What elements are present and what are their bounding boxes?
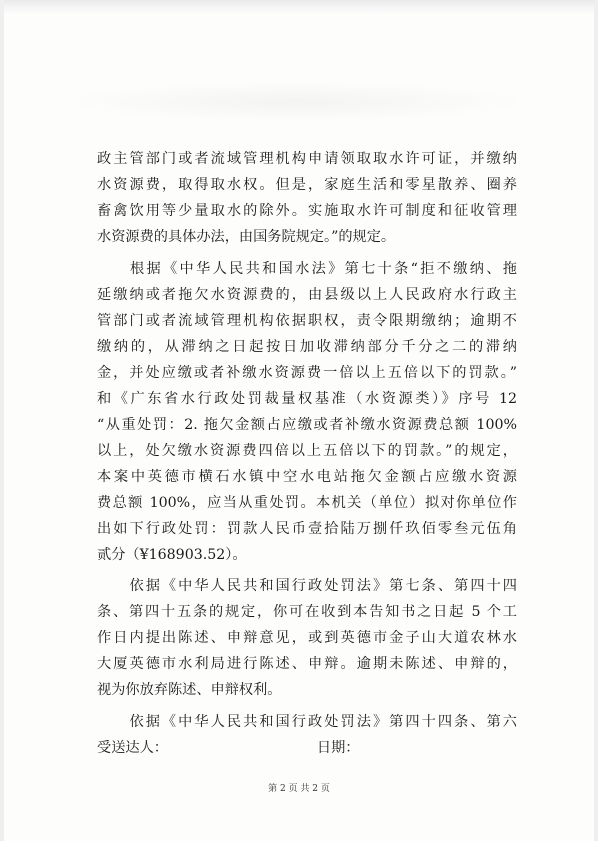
body-line: 依据《中华人民共和国行政处罚法》第四十四条、第六: [97, 714, 517, 730]
body-line: 金，并处应缴或者补缴水资源费一倍以上五倍以下的罚款。”: [97, 365, 517, 381]
body-line: 作日内提出陈述、申辩意见，或到英德市金子山大道农林水: [97, 630, 517, 646]
body-line: 延缴纳或者拖欠水资源费的，由县级以上人民政府水行政主: [97, 287, 517, 303]
body-line: 依据《中华人民共和国行政处罚法》第七条、第四十四: [97, 578, 517, 594]
body-line: 本案中英德市横石水镇中空水电站拖欠金额占应缴水资源: [97, 469, 517, 485]
scan-top-edge: [0, 0, 598, 14]
body-line: 以上，处欠缴水资源费四倍以上五倍以下的罚款。”的规定，: [97, 443, 517, 459]
body-line: 费总额 100%，应当从重处罚。本机关（单位）拟对你单位作: [97, 495, 517, 511]
body-line: 和《广东省水行政处罚裁量权基准（水资源类）》序号 12: [97, 391, 517, 407]
body-line: 根据《中华人民共和国水法》第七十条“拒不缴纳、拖: [97, 261, 517, 277]
body-line: 视为你放弃陈述、申辩权利。: [97, 682, 282, 698]
recipient-date-line: 受送达人： 日期：: [97, 740, 360, 756]
body-line: 贰分（¥168903.52）。: [97, 547, 247, 563]
scan-right-edge: [594, 0, 598, 841]
body-line: 畜禽饮用等少量取水的除外。实施取水许可制度和征收管理: [97, 203, 517, 219]
body-line: 出如下行政处罚：罚款人民币壹拾陆万捌仟玖佰零叁元伍角: [97, 521, 517, 537]
body-line: 水资源费的具体办法，由国务院规定。”的规定。: [97, 229, 396, 245]
body-line: 条、第四十五条的规定，你可在收到本告知书之日起 5 个工: [97, 604, 517, 620]
body-line: 管部门或者流域管理机构依据职权，责令限期缴纳；逾期不: [97, 313, 517, 329]
body-line: “从重处罚：2. 拖欠金额占应缴或者补缴水资源费总额 100%: [97, 417, 517, 433]
page-number-footer: 第 2 页 共 2 页: [268, 784, 330, 794]
body-line: 大厦英德市水利局进行陈述、申辩。逾期未陈述、申辩的，: [97, 656, 517, 672]
scan-bleed-through: [60, 82, 530, 122]
body-line: 政主管部门或者流域管理机构申请领取取水许可证，并缴纳: [97, 151, 517, 167]
scan-left-edge: [0, 0, 4, 841]
body-line: 缴纳的，从滞纳之日起按日加收滞纳部分千分之二的滞纳: [97, 339, 517, 355]
body-line: 水资源费，取得取水权。但是，家庭生活和零星散养、圈养: [97, 177, 517, 193]
